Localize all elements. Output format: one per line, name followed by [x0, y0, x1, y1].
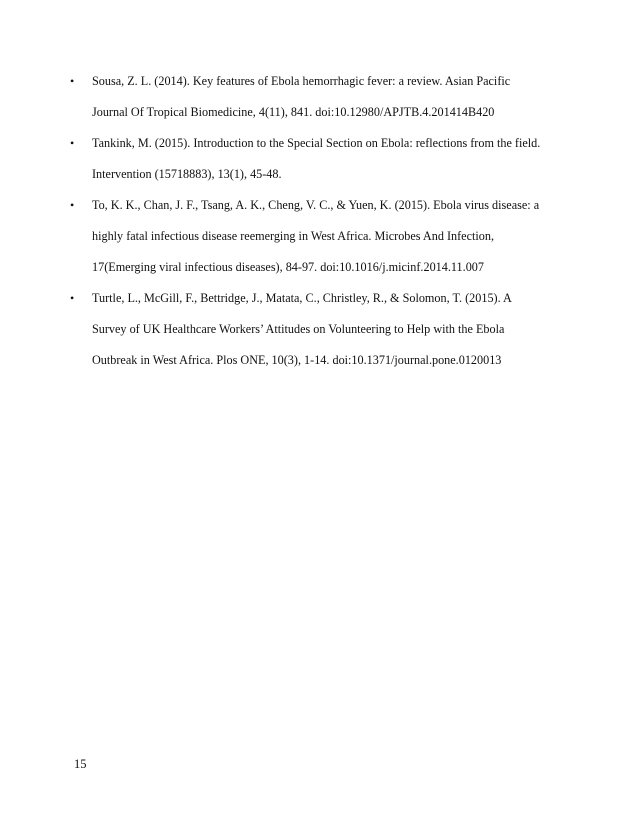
reference-item — [0, 283, 638, 376]
reference-item — [0, 128, 638, 190]
reference-line: 17(Emerging viral infectious diseases), 84-97. doi:10.1016/j.micinf.2014.11.007 — [92, 260, 484, 274]
reference-line: Journal Of Tropical Biomedicine, 4(11), 841. doi:10.12980/APJTB.4.201414B420 — [92, 105, 495, 119]
bullet-icon: • — [70, 136, 75, 150]
reference-line: highly fatal infectious disease reemerging in West Africa. Microbes And Infection, — [92, 229, 494, 243]
bullet-icon: • — [70, 74, 75, 88]
reference-line: Outbreak in West Africa. Plos ONE, 10(3), 1-14. doi:10.1371/journal.pone.0120013 — [92, 353, 502, 367]
reference-line: Intervention (15718883), 13(1), 45-48. — [92, 167, 282, 181]
bullet-icon: • — [70, 291, 75, 305]
reference-list — [0, 66, 638, 376]
reference-line: Turtle, L., McGill, F., Bettridge, J., Matata, C., Christley, R., & Solomon, T. (2015). A — [92, 291, 512, 305]
bullet-icon: • — [70, 198, 75, 212]
reference-line: Tankink, M. (2015). Introduction to the Special Section on Ebola: reflections from the field. — [92, 136, 541, 150]
reference-line: Survey of UK Healthcare Workers’ Attitudes on Volunteering to Help with the Ebola — [92, 322, 505, 336]
reference-item — [0, 66, 638, 128]
reference-line: To, K. K., Chan, J. F., Tsang, A. K., Cheng, V. C., & Yuen, K. (2015). Ebola virus disease: a — [92, 198, 540, 212]
reference-item — [0, 190, 638, 283]
reference-line: Sousa, Z. L. (2014). Key features of Ebola hemorrhagic fever: a review. Asian Pacific — [92, 74, 511, 88]
page-number: 15 — [74, 757, 87, 771]
